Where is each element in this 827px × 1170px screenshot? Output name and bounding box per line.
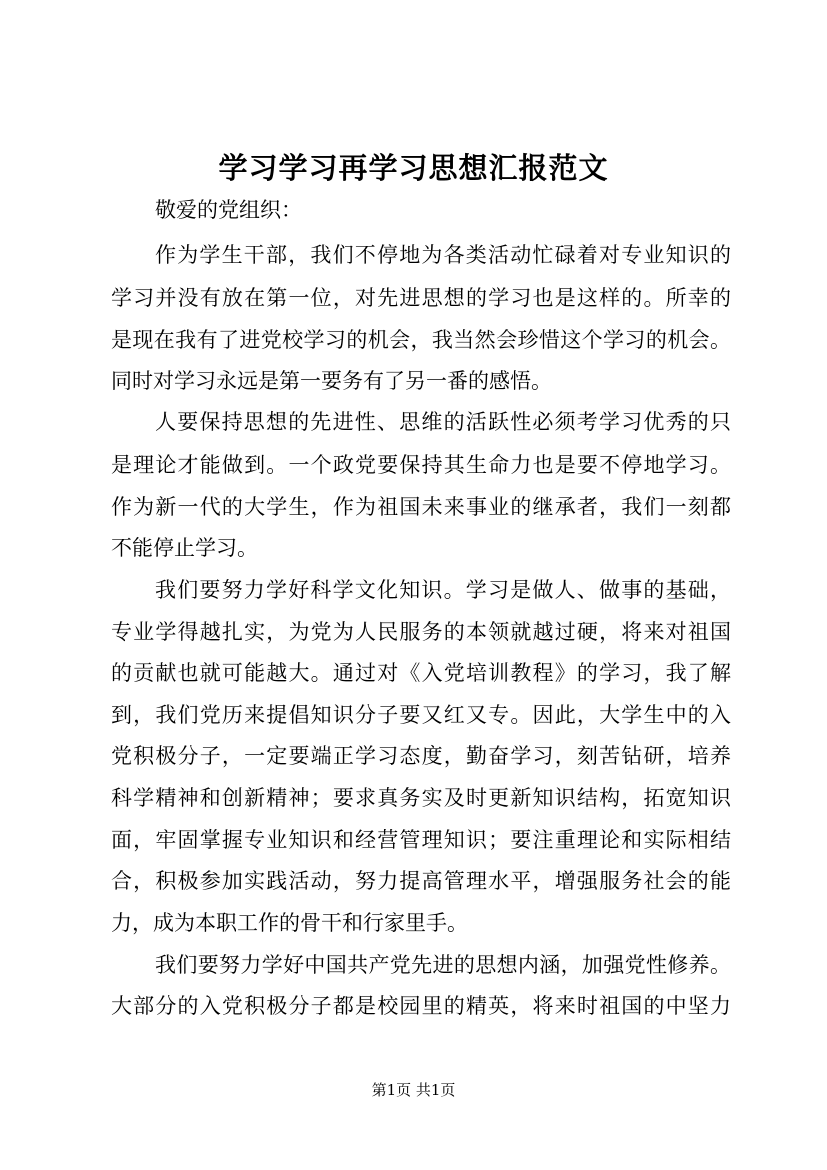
- body-line: 是现在我有了进党校学习的机会，我当然会珍惜这个学习的机会。: [111, 328, 731, 352]
- body-line: 学习并没有放在第一位，对先进思想的学习也是这样的。所幸的: [111, 286, 731, 310]
- body-line: 到，我们党历来提倡知识分子要又红又专。因此，大学生中的入: [111, 703, 731, 727]
- body-line: 的贡献也就可能越大。通过对《入党培训教程》的学习，我了解: [111, 661, 731, 685]
- body-line: 作为学生干部，我们不停地为各类活动忙碌着对专业知识的: [155, 243, 731, 267]
- body-line: 力，成为本职工作的骨干和行家里手。: [111, 911, 468, 935]
- body-line: 同时对学习永远是第一要务有了另一番的感悟。: [111, 369, 552, 393]
- body-line: 面，牢固掌握专业知识和经营管理知识；要注重理论和实际相结: [111, 828, 731, 852]
- body-line: 专业学得越扎实，为党为人民服务的本领就越过硬，将来对祖国: [111, 620, 731, 644]
- body-line: 合，积极参加实践活动，努力提高管理水平，增强服务社会的能: [111, 869, 731, 893]
- body-line: 人要保持思想的先进性、思维的活跃性必须考学习优秀的只: [155, 410, 731, 434]
- page-footer: 第1页 共1页: [371, 1081, 456, 1099]
- salutation: 敬爱的党组织：: [155, 198, 302, 222]
- body-line: 科学精神和创新精神；要求真务实及时更新知识结构，拓宽知识: [111, 786, 731, 810]
- body-line: 是理论才能做到。一个政党要保持其生命力也是要不停地学习。: [111, 453, 731, 477]
- body-line: 我们要努力学好科学文化知识。学习是做人、做事的基础，: [155, 578, 731, 602]
- body-line: 不能停止学习。: [111, 536, 258, 560]
- body-line: 大部分的入党积极分子都是校园里的精英，将来时祖国的中坚力: [111, 994, 731, 1018]
- body-line: 作为新一代的大学生，作为祖国未来事业的继承者，我们一刻都: [111, 495, 731, 519]
- body-line: 党积极分子，一定要端正学习态度，勤奋学习，刻苦钻研，培养: [111, 744, 731, 768]
- body-line: 我们要努力学好中国共产党先进的思想内涵，加强党性修养。: [155, 953, 731, 977]
- document-title: 学习学习再学习思想汇报范文: [218, 151, 609, 185]
